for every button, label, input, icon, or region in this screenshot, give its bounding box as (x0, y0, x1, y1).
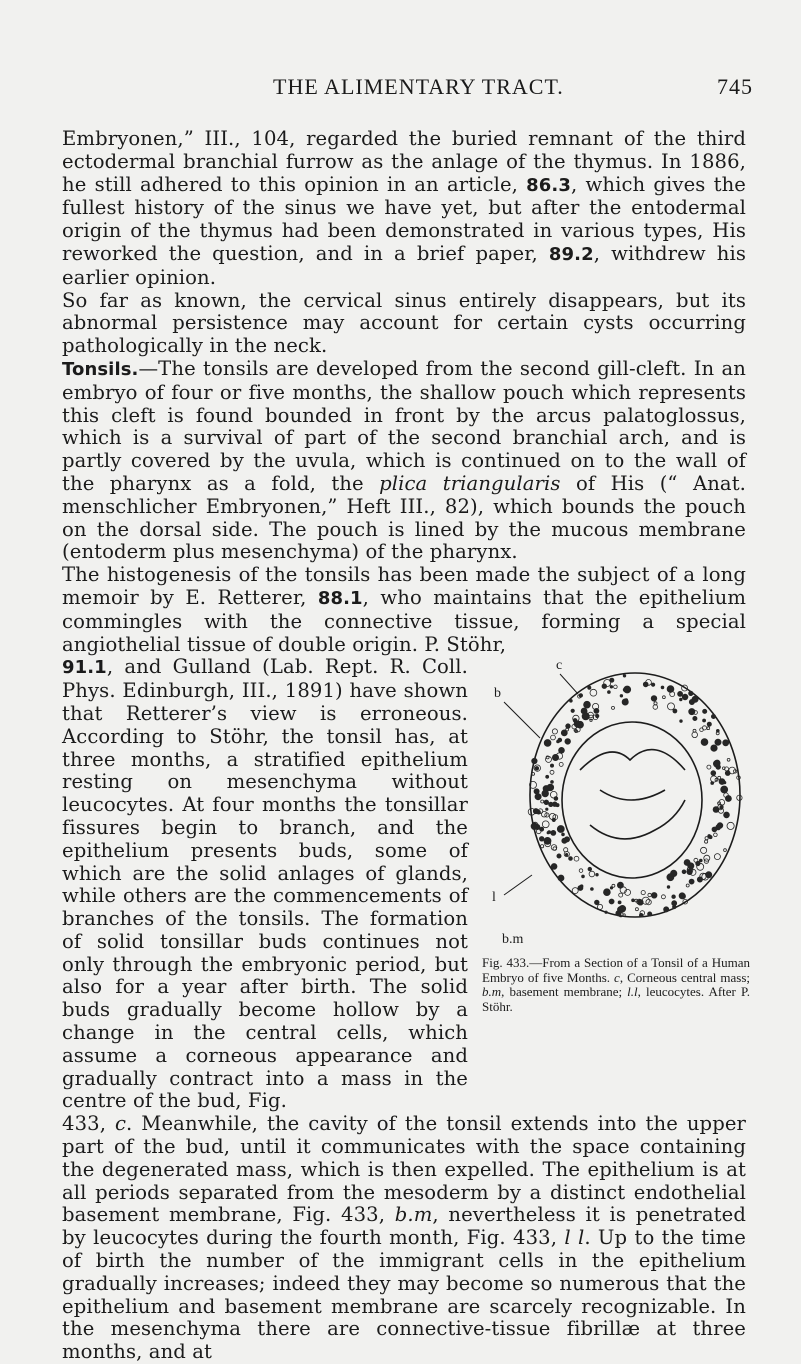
italic-term: l l (564, 1226, 585, 1250)
epithelial-cell (679, 893, 685, 899)
paragraph-3 (62, 358, 746, 564)
epithelial-cell (572, 888, 578, 894)
epithelial-cell (533, 809, 538, 814)
epithelial-cell (579, 869, 583, 873)
epithelial-cell (689, 879, 694, 884)
epithelial-cell (661, 895, 665, 899)
epithelial-cell (551, 735, 556, 740)
epithelial-cell (532, 758, 537, 763)
epithelial-cell (602, 684, 607, 689)
epithelial-cell (639, 913, 643, 917)
epithelial-cell (725, 771, 730, 776)
figure-caption (482, 956, 750, 1014)
paragraph-4-bottom (62, 1113, 746, 1364)
italic-term: plica triangularis (379, 471, 561, 495)
epithelial-cell (618, 901, 621, 904)
caption-text: Fig. 433.—From a Section of a Tonsil of a Human Embryo of five Months. (482, 955, 750, 985)
epithelial-cell (686, 884, 689, 887)
epithelial-cell (595, 900, 600, 905)
epithelial-cell (664, 907, 669, 912)
epithelial-cell (714, 854, 720, 860)
paragraph-1 (62, 128, 746, 290)
epithelial-cell (562, 833, 565, 836)
epithelial-cell (542, 821, 549, 828)
epithelial-cell (582, 875, 585, 878)
running-title: THE ALIMENTARY TRACT. (273, 74, 564, 99)
epithelial-cell (559, 762, 563, 766)
page-number: 745 (717, 74, 753, 99)
epithelial-cell (539, 837, 544, 842)
epithelial-cell (622, 699, 628, 705)
epithelial-cell (578, 886, 583, 891)
epithelial-cell (557, 740, 560, 743)
epithelial-cell (667, 686, 674, 693)
epithelial-cell (597, 904, 602, 909)
epithelial-cell (672, 901, 677, 906)
epithelial-cell (546, 775, 549, 778)
bibliography-ref: 89.2 (548, 243, 594, 265)
epithelial-cell (706, 872, 712, 878)
epithelial-cell (724, 781, 726, 783)
epithelial-cell (531, 823, 538, 830)
epithelial-cell (550, 764, 553, 767)
epithelial-cell (620, 695, 623, 698)
epithelial-cell (610, 887, 612, 889)
epithelial-cell (535, 794, 541, 800)
epithelial-cell (541, 845, 544, 848)
caption-italic: l.l (627, 984, 638, 1000)
epithelial-cell (535, 767, 539, 771)
epithelial-cell (703, 709, 707, 713)
epithelial-cell (651, 683, 654, 686)
epithelial-cell (723, 740, 729, 746)
epithelial-cell (705, 840, 708, 843)
tonsil-section-illustration (480, 650, 750, 950)
epithelial-cell (673, 709, 677, 713)
epithelial-cell (590, 719, 592, 721)
epithelial-cell (546, 756, 552, 762)
bibliography-ref: 88.1 (317, 587, 363, 609)
epithelial-cell (718, 776, 721, 779)
epithelial-cell (703, 719, 706, 722)
epithelial-cell (682, 870, 686, 874)
epithelial-cell (701, 739, 708, 746)
epithelial-cell (582, 713, 589, 720)
epithelial-cell (541, 800, 544, 803)
epithelial-cell (564, 837, 569, 842)
epithelial-cell (727, 822, 734, 829)
epithelial-cell (680, 698, 683, 701)
epithelial-cell (569, 857, 573, 861)
epithelial-cell (534, 789, 539, 794)
epithelial-cell (574, 856, 579, 861)
paragraph-4-top (62, 564, 746, 656)
epithelial-cell (551, 781, 554, 784)
text-run: The histogenesis of the tonsils has been made the subject of a long memoir by E. Retterer, (62, 563, 746, 609)
epithelial-cell (707, 765, 711, 769)
epithelial-cell (641, 891, 645, 895)
tonsillar-fissure (590, 800, 685, 839)
epithelial-cell (565, 853, 567, 855)
text-run: of His (“ Anat. menschlicher Embryonen,” Heft III., 82), which bounds the pouch on the dorsal side. The pouch is lined by the mucous membrane (entoderm plus mesenchyma) of the pharynx. (62, 471, 746, 564)
italic-term: b.m (394, 1203, 433, 1227)
epithelial-cell (551, 864, 557, 870)
epithelial-cell (643, 682, 648, 687)
figure-433 (480, 650, 750, 950)
epithelial-cell (558, 875, 564, 881)
epithelial-cell (724, 849, 727, 852)
label-c: c (556, 658, 563, 673)
epithelial-cell (536, 829, 541, 834)
text-run: Embryonen,” III., 104, regarded the buried remnant of the third ectodermal branchial furrow as the anlage of the thymus. In 1886, he still adhered to this opinion in an article, (62, 127, 746, 196)
epithelial-cell (699, 859, 702, 862)
epithelial-cell (550, 791, 557, 798)
epithelial-cell (715, 739, 721, 745)
bibliography-ref: 91.1 (62, 657, 107, 679)
epithelial-cell (544, 800, 549, 805)
epithelial-cell (671, 870, 677, 876)
epithelial-cell (547, 832, 549, 834)
epithelial-cell (565, 739, 571, 745)
text-run: —The tonsils are developed from the second gill-cleft. In an embryo of four or five months, the shallow pouch which represents this cleft is found bounded in front by the arcus palatoglossus, which is a survival of part of the second branchial arch, and is partly covered by the uvula, which is continued on to the wall of the pharynx as a fold, the (62, 356, 746, 495)
text-run: . Up to the time of birth the number of the immigrant cells in the epithelium gradually increases; indeed they may become so numerous that the epithelium and basement membrane are scarcely recognizable. In the mesenchyma there are connective-tissue fibrillæ at three months, and at (62, 1226, 746, 1364)
caption-italic: c (614, 969, 620, 985)
epithelial-cell (711, 714, 715, 718)
epithelial-cell (552, 818, 555, 821)
wrapped-column (62, 656, 468, 1113)
caption-text: , Corneous central mass; (619, 969, 750, 985)
epithelial-cell (711, 745, 717, 751)
paragraph-4-wrapped (62, 656, 468, 1113)
epithelial-cell (653, 705, 658, 710)
epithelial-cell (588, 867, 592, 871)
epithelial-cell (570, 699, 573, 702)
epithelial-cell (692, 696, 698, 702)
caption-italic: b.m (482, 984, 502, 1000)
epithelial-cell (553, 802, 558, 807)
epithelial-cell (540, 827, 544, 831)
epithelial-cell (574, 721, 580, 727)
epithelial-cell (591, 888, 594, 891)
epithelial-cell (618, 907, 624, 913)
label-bm: b.m (502, 932, 524, 947)
text-run: , and Gulland (Lab. Rept. R. Coll. Phys. Edinburgh, III., 1891) have shown that Retterer’s view is erroneous. According to Stöhr, the tonsil has, at three months, a stratified epithelium resting on mesenchyma without leucocytes. At four months the tonsillar fissures begin to branch, and the epithelium presents buds, some of which are the solid anlages of glands, while others are the commencements of branches of the tonsils. The formation of solid tonsillar buds continues not only through the embryonic period, but also for a year after birth. The solid buds gradually become hollow by a change in the central cells, which assume a corneous appearance and gradually contract into a mass in the centre of the bud, Fig. (62, 655, 468, 1113)
tonsillar-fissure (580, 750, 685, 770)
epithelial-cell (547, 784, 554, 791)
epithelial-cell (596, 873, 599, 876)
bibliography-ref: 86.3 (526, 174, 571, 196)
epithelial-cell (705, 837, 708, 840)
epithelial-cell (559, 747, 565, 753)
epithelial-cell (552, 754, 558, 760)
epithelial-cell (711, 771, 716, 776)
epithelial-cell (614, 685, 618, 689)
epithelial-cell (661, 686, 664, 689)
epithelial-cell (693, 716, 697, 720)
epithelial-cell (720, 806, 723, 809)
epithelial-cell (632, 899, 635, 902)
epithelial-cell (610, 686, 613, 689)
epithelial-cell (704, 855, 710, 861)
epithelial-cell (566, 724, 571, 729)
epithelial-cell (589, 871, 595, 877)
italic-term: c (114, 1112, 127, 1136)
epithelial-cell (727, 758, 730, 761)
epithelial-cell (668, 703, 675, 710)
epithelial-cell (571, 709, 574, 712)
epithelial-cell (608, 691, 611, 694)
epithelial-cell (701, 847, 707, 853)
epithelial-cell (557, 854, 561, 858)
epithelial-cell (624, 686, 631, 693)
epithelial-cell (557, 826, 564, 833)
text-run: So far as known, the cervical sinus entirely disappears, but its abnormal persistence may account for certain cysts occurring pathologically in the neck. (62, 288, 746, 358)
epithelial-cell (623, 675, 626, 678)
epithelial-cell (712, 827, 717, 832)
epithelial-cell (584, 701, 591, 708)
epithelial-cell (714, 833, 718, 837)
epithelial-cell (724, 812, 730, 818)
epithelial-cell (663, 696, 666, 699)
text-run: , withdrew his earlier opinion. (62, 241, 746, 289)
epithelial-cell (672, 895, 676, 899)
epithelial-cell (689, 709, 695, 715)
epithelial-cell (702, 726, 706, 730)
epithelial-cell (619, 893, 623, 897)
epithelial-cell (697, 877, 702, 882)
epithelial-cell (709, 836, 712, 839)
epithelial-cell (546, 808, 548, 810)
epithelial-cell (714, 760, 720, 766)
caption-text: , basement membrane; (501, 984, 628, 1000)
epithelial-cell (692, 732, 698, 738)
epithelial-cell (651, 696, 657, 702)
epithelial-cell (552, 729, 557, 734)
tonsillar-fissure (600, 790, 665, 800)
epithelial-cell (612, 706, 615, 709)
epithelial-cell (680, 720, 683, 723)
epithelial-cell (678, 691, 683, 696)
label-b: b (494, 686, 501, 701)
epithelial-cell (667, 886, 670, 889)
section-heading: Tonsils. (62, 358, 139, 380)
text-run: , nevertheless it is penetrated by leucocytes during the fourth month, Fig. 433, (62, 1203, 746, 1250)
epithelial-cell (725, 796, 731, 802)
epithelial-cell (590, 689, 597, 696)
epithelial-cell (635, 908, 638, 911)
epithelial-cell (694, 858, 698, 862)
epithelial-cell (648, 893, 651, 896)
epithelial-cell (588, 686, 591, 689)
epithelial-cell (648, 912, 652, 916)
epithelial-cell (550, 770, 554, 774)
epithelial-cell (544, 740, 551, 747)
epithelial-cell (651, 893, 657, 899)
epithelial-cell (689, 691, 693, 695)
epithelial-cell (707, 727, 710, 730)
label-l: l (492, 890, 496, 905)
epithelial-cell (604, 889, 611, 896)
text-run: , which gives the fullest history of the sinus we have yet, but after the entodermal origin of the thymus had been demonstrated in various types, His reworked the question, and in a brief paper, (62, 172, 746, 265)
epithelial-cell (609, 899, 614, 904)
text-run: . Meanwhile, the cavity of the tonsil extends into the upper part of the bud, until it communicates with the space containing the degenerated mass, which is then expelled. The epithelium is at all periods separated from the mesoderm by a distinct endothelial basement membrane, Fig. 433, (62, 1112, 746, 1227)
epithelial-cell (551, 830, 556, 835)
text-run: , who maintains that the epithelium commingles with the connective tissue, forming a special angiothelial tissue of double origin. P. Stöhr, (62, 585, 747, 656)
text-run: 433, (62, 1112, 115, 1136)
running-header (0, 72, 801, 104)
paragraph-2 (62, 290, 746, 358)
epithelial-cell (721, 786, 728, 793)
epithelial-cell (682, 694, 688, 700)
epithelial-cell (688, 863, 694, 869)
caption-text: , leucocytes. After P. Stöhr. (482, 984, 750, 1014)
epithelial-cell (707, 722, 711, 726)
